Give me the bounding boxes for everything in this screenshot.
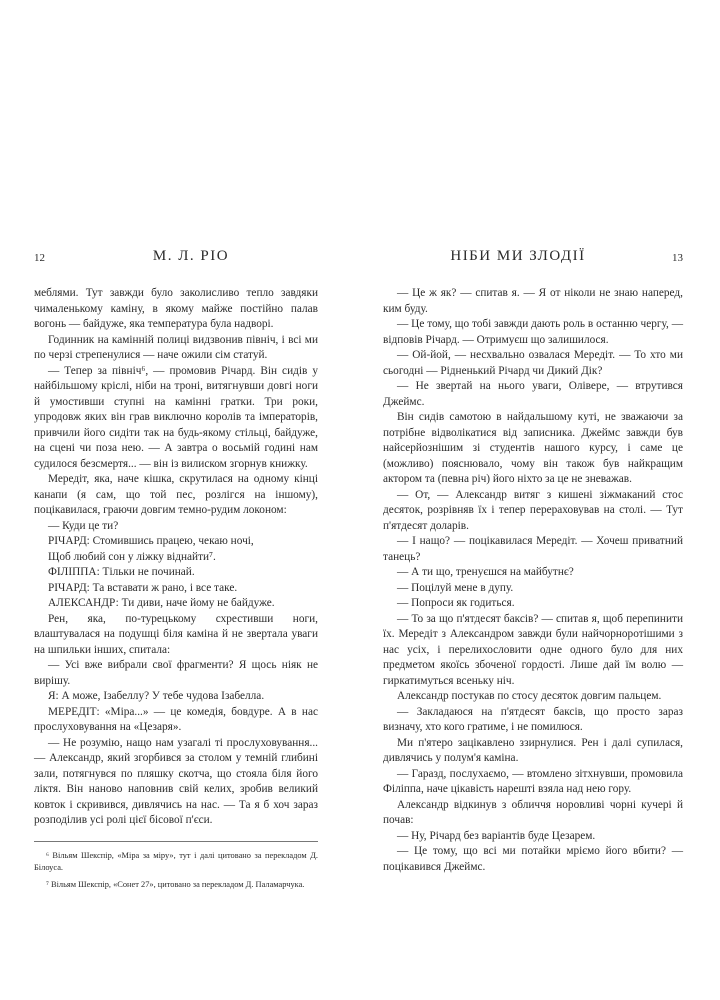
paragraph: — То за що п'ятдесят баксів? — спитав я, щоб перепинити їх. Мередіт з Александром завжди були найчорноротішими з нас усіх, і перелихословити одне одного було для них предметом якоїсь збоченої гордості. Лише дай їм волю — гиркатимуться всеньку ніч.: [383, 612, 683, 687]
paragraph: — Поцілуй мене в дупу.: [397, 581, 514, 594]
paragraph: — Це тому, що тобі завжди дають роль в останню чергу, — відповів Річард. — Отримуєш що залишилося.: [383, 318, 683, 346]
right-page: [383, 248, 683, 875]
running-title: М. Л. РІО: [152, 248, 230, 264]
paragraph: — Це ж як? — спитав я. — Я от ніколи не знаю наперед, ким буду.: [383, 287, 683, 315]
paragraph: — От, — Александр витяг з кишені зіжмаканий стос десяток, розрівняв їх і тепер перераховував на столі. — Тут п'ятдесят доларів.: [383, 488, 683, 532]
play-line: РІЧАРД: Стомившись працею, чекаю ночі,: [48, 535, 254, 547]
paragraph: — Усі вже вибрали свої фрагменти? Я щось ніяк не вирішу.: [34, 659, 318, 687]
paragraph: — Це тому, що всі ми потайки мріємо його вбити? — поцікавився Джеймс.: [383, 845, 683, 873]
play-line: МЕРЕДІТ: «Міра...» — це комедія, бовдуре. А в нас прослуховування на «Цезаря».: [34, 705, 318, 733]
footnote: ⁷ Вільям Шекспір, «Сонет 27», цитовано за перекладом Д. Паламарчука.: [46, 879, 305, 889]
footnotes: [34, 850, 318, 891]
paragraph: — Не звертай на нього уваги, Олівере, — втрутився Джеймс.: [383, 380, 683, 408]
right-page-text: [383, 286, 683, 875]
paragraph: — І нащо? — поцікавилася Мередіт. — Хочеш приватний танець?: [383, 535, 683, 563]
paragraph: — А ти що, тренуєшся на майбутнє?: [397, 566, 574, 578]
play-line: Щоб любий сон у ліжку віднайти⁷.: [48, 550, 216, 563]
left-page-header: [34, 248, 318, 270]
paragraph: — Не розумію, нащо нам узагалі ті прослуховування... — Александр, який згорбився за столом у темній глибині зали, потягнувся по пляшку скотча, що стояла біля його ліктя. Він наново наповнив свій келих, зробив великий ковток і скривився, дивлячись на нас. — Та я б хоч зараз розподілив усі ролі цієї бісової п'єси.: [34, 736, 318, 826]
play-line: АЛЕКСАНДР: Ти диви, наче йому не байдуже.: [48, 597, 275, 609]
page-number: 13: [672, 252, 683, 264]
paragraph: — Ой-йой, — несхвально озвалася Мередіт. — То хто ми сьогодні — Рідненький Річард чи Дикий Дік?: [383, 349, 683, 377]
play-line: ФІЛІППА: Тільки не починай.: [48, 566, 195, 578]
left-page-text: [34, 286, 318, 829]
paragraph: — Ну, Річард без варіантів буде Цезарем.: [397, 829, 596, 842]
paragraph: Александр постукав по стосу десяток довгим пальцем.: [397, 690, 662, 702]
left-page: [34, 248, 318, 896]
footnote-divider: [34, 841, 318, 842]
play-line: РІЧАРД: Та вставати ж рано, і все таке.: [48, 581, 238, 594]
paragraph: Александр відкинув з обличчя норовливі чорні кучері й почав:: [383, 798, 683, 826]
footnote: ⁶ Вільям Шекспір, «Міра за міру», тут і далі цитовано за перекладом Д. Білоуса.: [34, 850, 318, 872]
play-line: Я: А може, Ізабеллу? У тебе чудова Ізабелла.: [48, 690, 265, 702]
paragraph: — Гаразд, послухаємо, — втомлено зітхнувши, промовила Філіппа, наче цікавість нарешті взяла над нею гору.: [383, 767, 683, 795]
paragraph: Він сидів самотою в найдальшому куті, не зважаючи за потрібне відволікатися від записника. Джеймс завжди був найсерйознішим зі студентів нашого курсу, і саме це (можливо) пояснювало, чому він також був найкращим актором та (певна річ) його ніхто за це не зневажав.: [383, 411, 683, 485]
paragraph: — Тепер за північ⁶, — промовив Річард. Він сидів у найбільшому кріслі, ніби на троні, витягнувши довгі ноги й умостивши ступні на камінні гратки. Три роки, упродовж яких він грав виключно королів та імператорів, привчили його сидіти так на будь-якому стільці, байдуже, на сцені чи поза нею. — А завтра о восьмій годині нам судилося безсмертя... — він із вилиском згорнув книжку.: [34, 364, 318, 470]
right-page-header: [383, 248, 683, 270]
page-number: 12: [34, 252, 45, 264]
paragraph: — Попроси як годиться.: [397, 597, 515, 609]
paragraph: — Закладаюся на п'ятдесят баксів, що просто зараз визначу, хто кого гратиме, і не помилюся.: [383, 705, 683, 733]
paragraph: Мередіт, яка, наче кішка, скрутилася на одному кінці канапи (я сам, що той пес, розлігся на іншому), поцікавилася, граючи довгим темно-рудим локоном:: [34, 473, 318, 516]
paragraph: Ми п'ятеро зацікавлено ззирнулися. Рен і далі супилася, дивлячись у полум'я каміна.: [383, 736, 683, 764]
paragraph: меблями. Тут завжди було заколисливо тепло завдяки чималенькому каміну, в якому майже постійно палав вогонь — байдуже, яка температура була надворі.: [34, 287, 318, 330]
paragraph: Годинник на камінній полиці видзвонив північ, і всі ми по черзі стрепенулися — наче ожили сім статуй.: [34, 333, 318, 361]
running-title: НІБИ МИ ЗЛОДІЇ: [450, 248, 586, 264]
paragraph: Рен, яка, по-турецькому схрестивши ноги, влаштувалася на подушці біля каміна й не звертала уваги на шпильки інших, спитала:: [34, 612, 318, 656]
paragraph: — Куди це ти?: [48, 519, 119, 532]
